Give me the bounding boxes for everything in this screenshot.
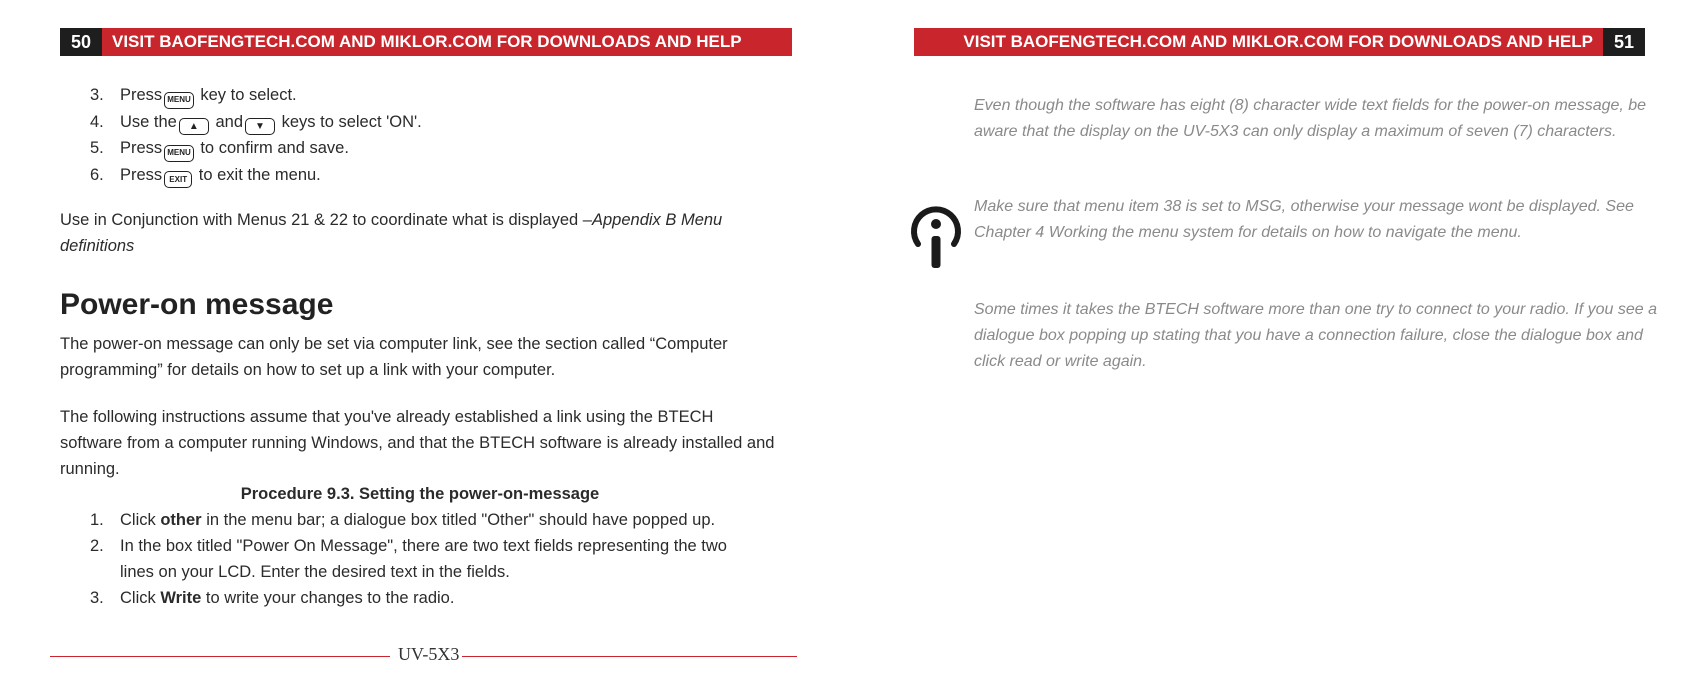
header-text: VISIT BAOFENGTECH.COM AND MIKLOR.COM FOR DOWNLOADS AND HELP: [963, 32, 1593, 51]
menu-key-icon: MENU: [164, 92, 194, 109]
step-number: 1.: [90, 511, 104, 529]
note-connection: Some times it takes the BTECH software more than one try to connect to your radio. If you see a dialogue box popping up stating that you have a connection failure, close the dialogue box and click read or write again.: [974, 301, 1657, 370]
down-arrow-key-icon: ▼: [245, 118, 275, 135]
conjunction-text: Use in Conjunction with Menus 21 & 22 to coordinate what is displayed –: [60, 211, 592, 229]
list-item: [90, 585, 760, 611]
step-number: 3.: [90, 86, 104, 104]
step-text: In the box titled "Power On Message", there are two text fields representing the two lines on your LCD. Enter the desired text in the fields.: [120, 537, 727, 581]
step-bold-text: Write: [160, 589, 202, 607]
step-text: key to select.: [200, 86, 297, 104]
section-title: Power-on message: [60, 288, 334, 321]
step-text: to confirm and save.: [200, 139, 349, 157]
page-header: [914, 28, 1645, 56]
step-bold-text: other: [160, 511, 202, 529]
footer-model: UV-5X3: [398, 644, 460, 664]
list-item: [90, 82, 790, 109]
step-text: and: [215, 112, 243, 131]
exit-key-icon: EXIT: [164, 171, 192, 188]
step-number: 4.: [90, 112, 104, 131]
up-arrow-key-icon: ▲: [179, 118, 209, 135]
left-page: [0, 0, 850, 680]
footer-rule-left: [50, 656, 390, 657]
step-text: Click: [120, 589, 156, 607]
step-text: keys to select 'ON'.: [281, 112, 422, 131]
info-icon: [908, 200, 964, 272]
list-item: [90, 109, 790, 136]
step-number: 3.: [90, 589, 104, 607]
right-page: [850, 0, 1701, 680]
page-number: 51: [1603, 28, 1645, 56]
procedure-title: Procedure 9.3. Setting the power-on-message: [240, 485, 600, 503]
step-text: to write your changes to the radio.: [205, 589, 455, 607]
procedure-steps-list: [90, 507, 760, 611]
footer-rule-right: [462, 656, 797, 657]
appendix-reference: Appendix B Menu definitions: [60, 211, 723, 255]
list-item: [90, 507, 760, 533]
note-character-limit: Even though the software has eight (8) character wide text fields for the power-on message, be aware that the display on the UV-5X3 can only display a maximum of seven (7) characters.: [974, 97, 1647, 140]
page-header: [60, 28, 792, 56]
paragraph: The following instructions assume that you've already established a link using the BTECH software from a computer running Windows, and that the BTECH software is already installed and running.: [60, 408, 775, 478]
step-text: Press: [120, 165, 163, 184]
list-item: [90, 135, 790, 162]
step-number: 2.: [90, 537, 104, 555]
step-text: to exit the menu.: [198, 165, 321, 184]
step-text: in the menu bar; a dialogue box titled "Other" should have popped up.: [206, 511, 716, 529]
conjunction-paragraph: [60, 207, 760, 259]
step-text: Press: [120, 139, 163, 157]
list-item: [90, 162, 790, 189]
menu-steps-list: [90, 82, 790, 188]
note-menu-item: Make sure that menu item 38 is set to MSG, otherwise your message wont be displayed. See Chapter 4 Working the menu system for details on how to navigate the menu.: [974, 198, 1634, 241]
list-item: [90, 533, 760, 585]
header-text: VISIT BAOFENGTECH.COM AND MIKLOR.COM FOR DOWNLOADS AND HELP: [112, 32, 742, 51]
step-number: 5.: [90, 139, 104, 157]
step-text: Click: [120, 511, 156, 529]
step-text: Press: [120, 86, 163, 104]
step-number: 6.: [90, 165, 104, 184]
menu-key-icon: MENU: [164, 145, 194, 162]
page-number: 50: [60, 28, 102, 56]
paragraph: The power-on message can only be set via computer link, see the section called “Computer programming” for details on how to set up a link with your computer.: [60, 335, 728, 379]
step-text: Use the: [120, 112, 177, 131]
